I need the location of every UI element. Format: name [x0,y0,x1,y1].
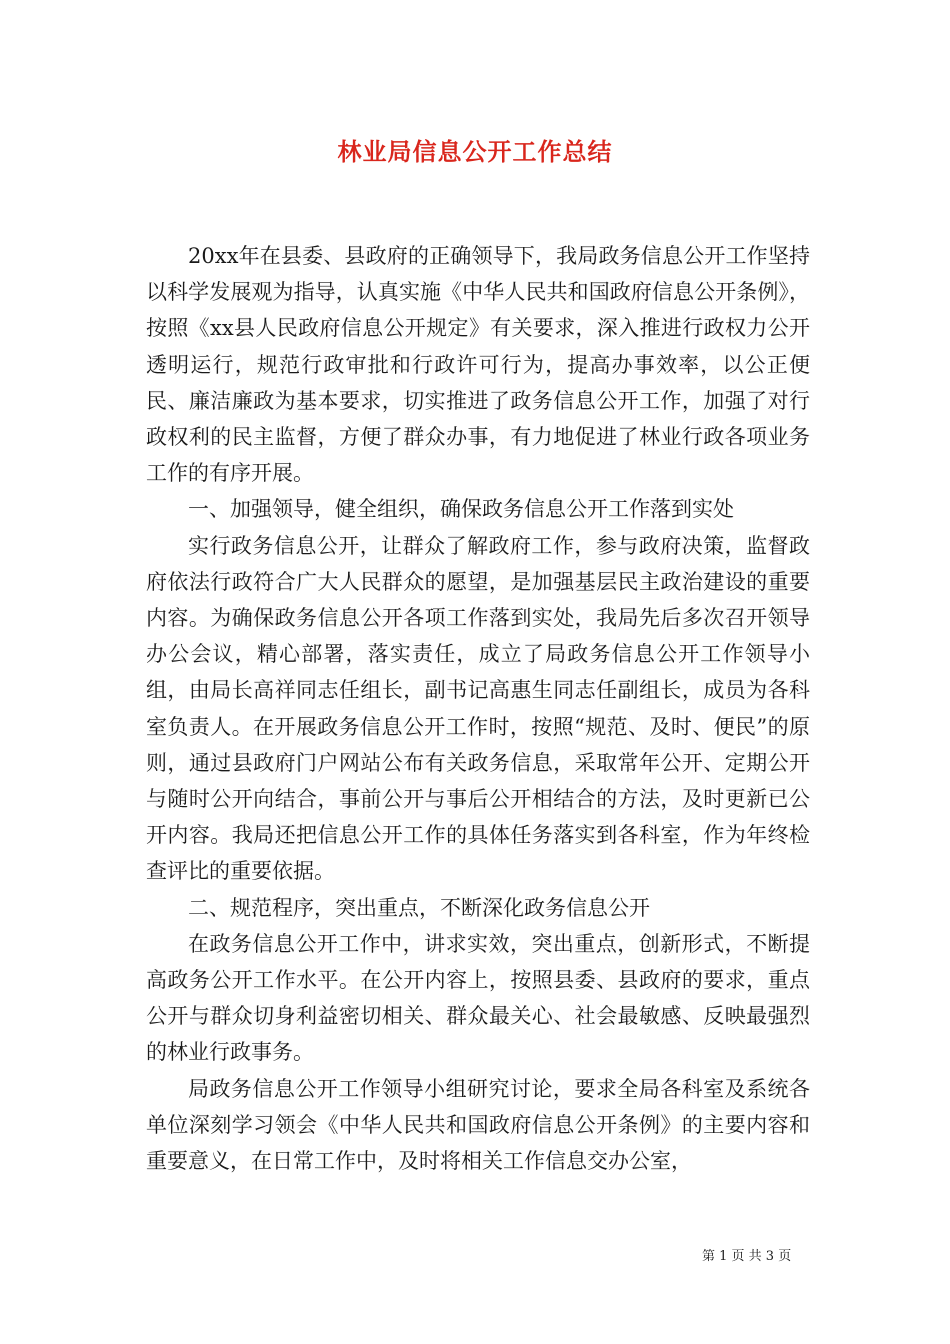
page-number: 第 1 页 共 3 页 [702,1249,792,1264]
paragraph-section-2-cont: 局政务信息公开工作领导小组研究讨论，要求全局各科室及系统各单位深刻学习领会《中华人民共和国政府信息公开条例》的主要内容和重要意义，在日常工作中，及时将相关工作信息交办公室， [146,1076,810,1174]
section-heading-1: 一、加强领导，健全组织，确保政务信息公开工作落到实处 [188,497,734,522]
paragraph-section-2: 在政务信息公开工作中，讲求实效，突出重点，创新形式，不断提高政务公开工作水平。在公开内容上，按照县委、县政府的要求，重点公开与群众切身利益密切相关、群众最关心、社会最敏感、反映最强烈的林业行政事务。 [146,931,810,1065]
paragraph-intro: 20xx年在县委、县政府的正确领导下，我局政务信息公开工作坚持以科学发展观为指导，认真实施《中华人民共和国政府信息公开条例》，按照《xx县人民政府信息公开规定》有关要求，深入推进行政权力公开透明运行，规范行政审批和行政许可行为，提高办事效率，以公正便民、廉洁廉政为基本要求，切实推进了政务信息公开工作，加强了对行政权利的民主监督，方便了群众办事，有力地促进了林业行政各项业务工作的有序开展。 [146,244,810,486]
paragraph-section-1: 实行政务信息公开，让群众了解政府工作，参与政府决策，监督政府依法行政符合广大人民群众的愿望，是加强基层民主政治建设的重要内容。为确保政务信息公开各项工作落到实处，我局先后多次召开领导办公会议，精心部署，落实责任，成立了局政务信息公开工作领导小组，由局长高祥同志任组长，副书记高惠生同志任副组长，成员为各科室负责人。在开展政务信息公开工作时，按照“规范、及时、便民”的原则，通过县政府门户网站公布有关政务信息，采取常年公开、定期公开与随时公开向结合，事前公开与事后公开相结合的方法，及时更新已公开内容。我局还把信息公开工作的具体任务落实到各科室，作为年终检查评比的重要依据。 [146,533,810,884]
document-body [146,238,810,1179]
section-heading-2: 二、规范程序，突出重点，不断深化政务信息公开 [188,895,650,920]
document-title: 林业局信息公开工作总结 [337,137,613,166]
